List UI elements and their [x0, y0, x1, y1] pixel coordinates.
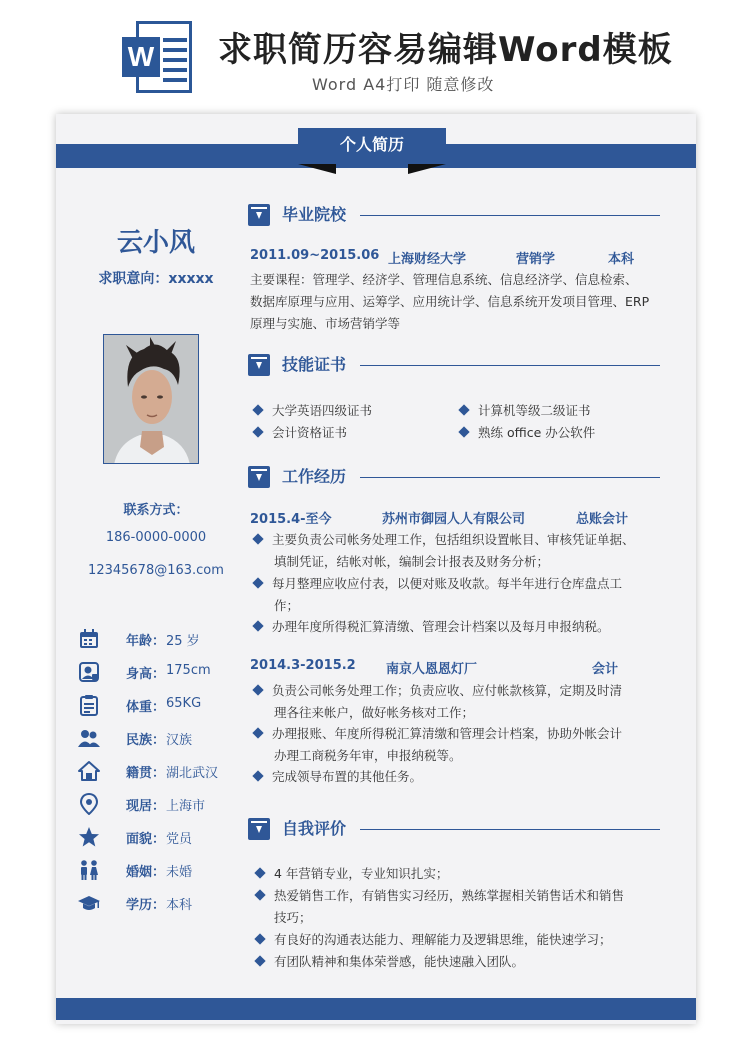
self-eval-line: 有团队精神和集体荣誉感，能快速融入团队。	[274, 954, 525, 969]
education-course-line: 原理与实施、市场营销学等	[250, 316, 401, 331]
job-duty-line: 填制凭证，结帐对帐，编制会计报表及财务分析；	[274, 554, 550, 569]
info-marital: 婚姻： 未婚	[78, 859, 258, 881]
couple-icon	[78, 859, 100, 881]
self-eval-line: 热爱销售工作，有销售实习经历，熟练掌握相关销售话术和销售	[274, 888, 625, 903]
info-ethnicity: 民族： 汉族	[78, 727, 258, 749]
skill-item: 大学英语四级证书	[272, 403, 373, 418]
people-icon	[78, 727, 100, 749]
job-period: 2014.3-2015.2	[250, 658, 356, 673]
job-duty-line: 主要负责公司帐务处理工作，包括组织设置帐目、审核凭证单据、	[272, 532, 635, 547]
job-duty-line: 办理报账、年度所得税汇算清缴和管理会计档案，协助外帐会计	[272, 726, 623, 741]
section-skills: 技能证书	[248, 352, 660, 376]
self-eval-line: 技巧；	[274, 910, 312, 925]
info-age: 年龄： 25 岁	[78, 628, 258, 650]
job-duty-line: 办理工商税务年审，申报纳税等。	[274, 748, 462, 763]
self-eval-line: 有良好的沟通表达能力、理解能力及逻辑思维，能快速学习；	[274, 932, 612, 947]
skill-item: 会计资格证书	[272, 425, 348, 440]
footer-bar	[56, 998, 696, 1020]
bullet-diamond-icon	[252, 404, 263, 415]
id-card-icon	[78, 661, 100, 683]
candidate-name: 云小风	[116, 228, 195, 258]
section-download-icon	[248, 466, 270, 488]
education-period: 2011.09~2015.06	[250, 248, 380, 263]
bullet-diamond-icon	[458, 404, 469, 415]
job-position: 总账会计	[576, 512, 629, 527]
job-duty-line: 每月整理应收应付表，以便对账及收款。每半年进行仓库盘点工	[272, 576, 623, 591]
job-period: 2015.4-至今	[250, 512, 332, 527]
calendar-icon	[78, 628, 100, 650]
education-school: 上海财经大学	[388, 252, 467, 267]
banner-title: 求职简历容易编辑Word模板	[218, 30, 673, 70]
bullet-diamond-icon	[254, 955, 265, 966]
info-residence: 现居： 上海市	[78, 793, 258, 815]
skill-item: 熟练 office 办公软件	[478, 425, 596, 440]
info-weight: 体重： 65KG	[78, 694, 258, 716]
info-political: 面貌： 党员	[78, 826, 258, 848]
section-education: 毕业院校	[248, 202, 660, 226]
job-duty-line: 理各往来帐户，做好帐务核对工作；	[274, 705, 475, 720]
contact-label: 联系方式：	[123, 503, 189, 518]
education-degree: 本科	[608, 252, 635, 267]
skill-item: 计算机等级二级证书	[478, 403, 591, 418]
top-banner	[0, 0, 750, 108]
job-duty-line: 作；	[274, 598, 300, 613]
banner-subtitle: Word A4打印 随意修改	[312, 75, 495, 94]
section-self-eval: 自我评价	[248, 816, 660, 840]
contact-phone[interactable]: 186-0000-0000	[105, 530, 207, 545]
bullet-diamond-icon	[254, 933, 265, 944]
job-company: 苏州市御园人人有限公司	[382, 512, 526, 527]
profile-photo	[103, 334, 199, 464]
job-position: 会计	[592, 662, 619, 677]
resume-page	[56, 114, 696, 1024]
bullet-diamond-icon	[252, 577, 263, 588]
job-duty-line: 完成领导布置的其他任务。	[272, 769, 423, 784]
word-logo-icon: W	[122, 21, 192, 93]
info-height: 身高： 175cm	[78, 661, 258, 683]
education-major: 营销学	[516, 252, 556, 267]
graduation-cap-icon	[78, 892, 100, 914]
contact-email[interactable]: 12345678@163.com	[88, 563, 224, 578]
location-pin-icon	[78, 793, 100, 815]
section-work: 工作经历	[248, 464, 660, 488]
section-download-icon	[248, 818, 270, 840]
bullet-diamond-icon	[458, 426, 469, 437]
section-download-icon	[248, 204, 270, 226]
info-education: 学历： 本科	[78, 892, 258, 914]
education-course-line: 主要课程：管理学、经济学、管理信息系统、信息经济学、信息检索、	[250, 272, 638, 287]
job-duty-line: 负责公司帐务处理工作；负责应收、应付帐款核算，定期及时清	[272, 683, 623, 698]
bullet-diamond-icon	[252, 426, 263, 437]
star-icon	[78, 826, 100, 848]
self-eval-line: 4 年营销专业，专业知识扎实；	[274, 866, 449, 881]
info-hometown: 籍贯： 湖北武汉	[78, 760, 258, 782]
home-icon	[78, 760, 100, 782]
job-duty-line: 办理年度所得税汇算清缴、管理会计档案以及每月申报纳税。	[272, 619, 610, 634]
job-intent: 求职意向：xxxxx	[98, 271, 214, 287]
clipboard-icon	[78, 694, 100, 716]
resume-title-ribbon: 个人简历	[298, 128, 446, 164]
job-company: 南京人恩恩灯厂	[386, 662, 478, 677]
education-course-line: 数据库原理与应用、运筹学、应用统计学、信息系统开发项目管理、ERP	[250, 294, 650, 309]
section-download-icon	[248, 354, 270, 376]
